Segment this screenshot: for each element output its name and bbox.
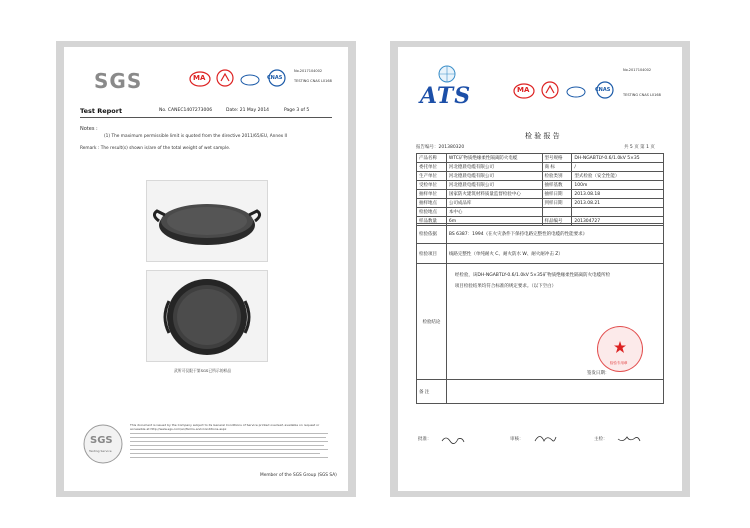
remark: Remark : The result(s) shown is/are of the total weight of wet sample. [80,146,231,151]
cert-number: No.2017104002 [623,68,652,72]
conclusion-cell [446,264,663,380]
conclusion-line-1: 经检验，该DH-NGABTLY-0.6/1.0kV 5×35矿物质绝缘柔性隔离防火电缆所检 [454,273,611,278]
ilac-mra-logo [566,84,586,98]
inspector-label: 主检： [594,437,608,442]
items-label: 检验项目 [417,244,447,264]
report-date: Date: 21 May 2014 [226,108,270,113]
table-row: 生产单位 河北德晨电缆有限公司 检验类别 型式检验（安全性能） [417,172,664,181]
ats-inspection-report-page [398,47,682,491]
items-value: 线路完整性（单纯耐火 C、耐火防水 W、耐火耐冲击 Z） [446,244,663,264]
inspector-signature [616,430,642,449]
cal-logo [216,69,234,87]
globe-icon [438,65,456,83]
approve-label: 批准： [418,437,432,442]
cert-number: No.2017104002 [294,69,323,73]
table-row: 委托单位 河北德晨电缆有限公司 商 标 / [417,163,664,172]
pan-photo-side [146,180,268,262]
sgs-test-report-page [64,47,348,491]
table-row: 样品数量 6m 样品编号 201304727 [417,217,664,226]
header-rule [80,117,332,118]
ats-logo: ATS [420,83,472,109]
issue-date-label: 签发日期： [586,371,610,376]
cma-logo: MA [513,83,535,99]
table-row [417,244,664,264]
table-row [417,224,664,244]
approve-signature [440,430,466,449]
ilac-mra-logo [240,72,260,86]
table-row: 抽样单位 国家防火建筑材料质量监督检验中心 抽样日期 2013.08.18 [417,190,664,199]
pan-photo-top [146,270,268,362]
table-row [417,264,664,380]
footer-terms: This document is issued by the Company subject to its General Conditions of Service printed overleaf, available on request or accessible at http://www.sgs.com/en/Terms-and-Conditions.aspx [130,423,330,463]
sgs-logo: SGS [94,69,143,93]
cnas-logo: CNAS [592,81,618,99]
report-page: Page 3 of 5 [284,108,310,113]
report-number: No. CANEC1407273006 [159,108,213,113]
cal-logo [541,81,559,99]
table-row [417,380,664,404]
sgs-member: Member of the SGS Group (SGS SA) [260,473,337,478]
inspection-details-table [416,223,664,404]
note-1: (1) The maximum permissible limit is quoted from the directive 2011/65/EU, Annex II [104,134,288,139]
notes-label: Notes : [80,126,98,132]
review-label: 审核： [510,437,524,442]
table-row: 检验地点 本中心 [417,208,664,217]
report-title: 检 验 报 告 [525,132,560,140]
basis-value: BS 6387：1994《在火灾条件下保持电路完整性的电缆的性能要求》 [446,224,663,244]
cnas-logo: CNAS [264,69,290,87]
table-row: 抽样地点 公司成品库 到样日期 2013.08.21 [417,199,664,208]
sgs-footer-badge: SGS Testing Service [82,423,124,465]
table-row: 受检单位 河北德晨电缆有限公司 抽样基数 100m [417,181,664,190]
basis-label: 检验依据 [417,224,447,244]
remarks-label: 备 注 [417,380,447,404]
review-signature [532,430,558,449]
report-number: 报告编号：201380320 [416,145,465,150]
report-title: Test Report [80,107,123,115]
table-row: 产品名称 WTC矿物质绝缘柔性隔离防火电缆 型号规格 DH-NGABTLY-0.6/1.0kV 5×35 [417,154,664,163]
cnas-number: TESTING CNAS L0168 [294,79,332,83]
cma-logo: MA [189,71,211,87]
cnas-number: TESTING CNAS L0168 [623,93,661,97]
report-page: 共 5 页 第 1 页 [624,145,655,150]
inspection-table [416,153,664,226]
conclusion-label: 检验结论 [417,264,447,380]
conclusion-line-2: 项目检验结果均符合标准的规定要求。（以下空白） [454,284,557,289]
photo-caption: 武所可仅限于第SGS已所示的样品 [174,368,232,373]
red-seal: 检验专用章 [597,326,643,372]
